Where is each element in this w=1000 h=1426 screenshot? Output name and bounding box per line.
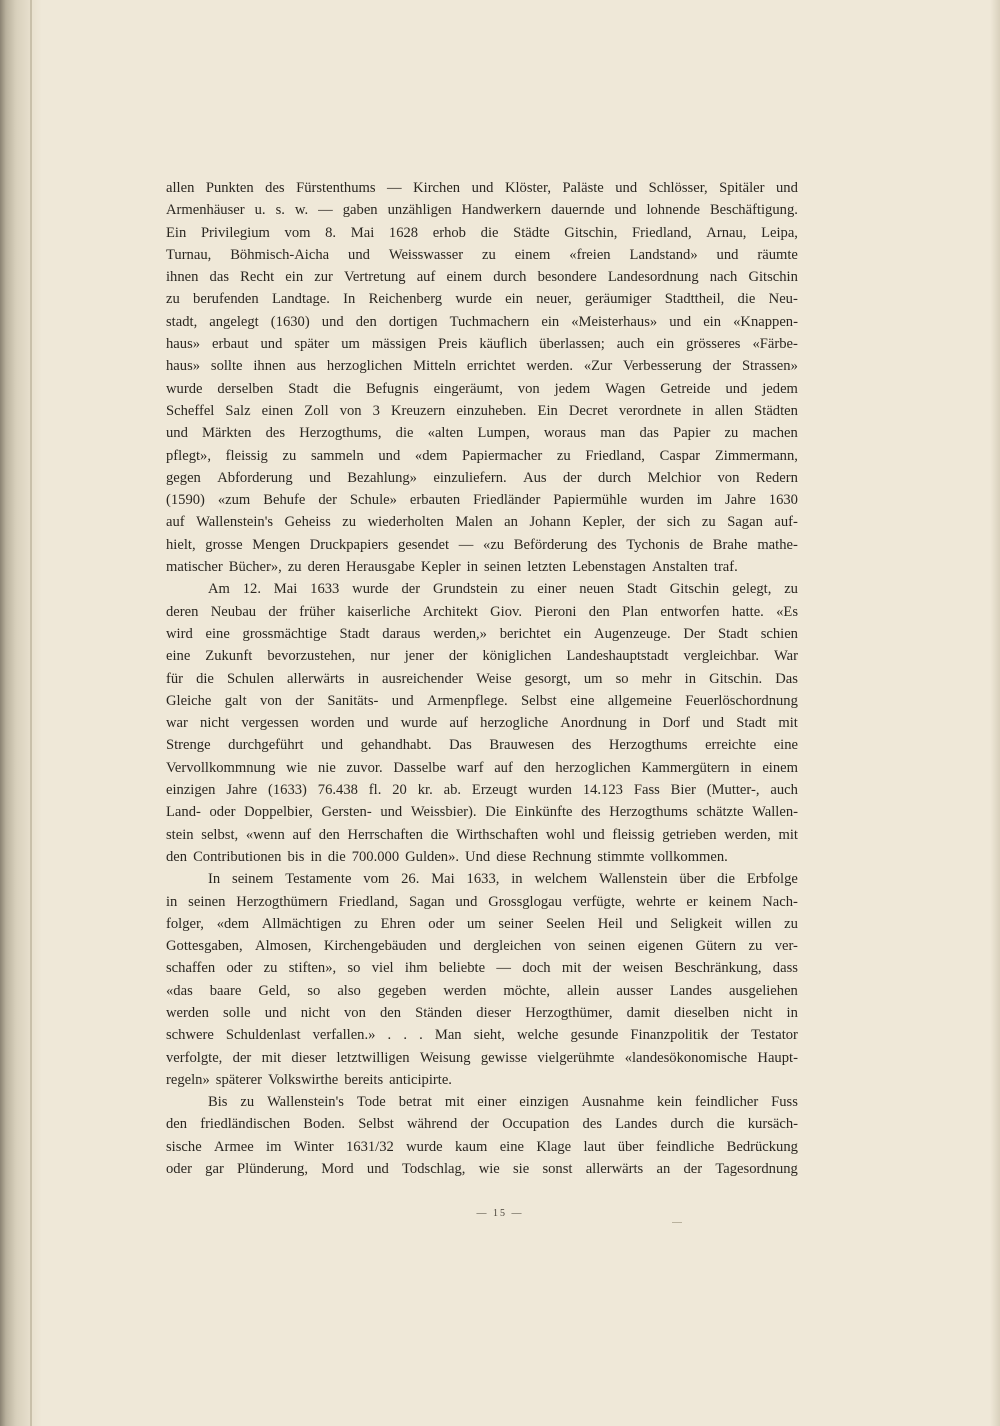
text-line: schaffen oder zu stiften», so viel ihm beliebte — doch mit der weisen Beschränkung, dass [166,960,798,977]
text-line: Gleiche galt von der Sanitäts- und Armenpflege. Selbst eine allgemeine Feuerlöschordnung [166,692,798,709]
text-line: Land- oder Doppelbier, Gersten- und Weissbier). Die Einkünfte des Herzogthums schätzte Wallen- [166,804,798,821]
text-line: stein selbst, «wenn auf den Herrschaften die Wirthschaften wohl und fleissig getrieben werden, mit [166,826,798,843]
text-line: eine Zukunft bevorzustehen, nur jener der königlichen Landeshauptstadt vergleichbar. War [166,648,798,665]
text-line: Bis zu Wallenstein's Tode betrat mit einer einzigen Ausnahme kein feindlicher Fuss [208,1094,798,1111]
text-line: Vervollkommnung wie nie zuvor. Dasselbe warf auf den herzoglichen Kammergütern in einem [166,759,798,776]
text-line: «das baare Geld, so also gegeben werden möchte, allein ausser Landes ausgeliehen [166,982,798,999]
text-line: Strenge durchgeführt und gehandhabt. Das Brauwesen des Herzogthums erreichte eine [166,737,798,754]
text-line: deren Neubau der früher kaiserliche Architekt Giov. Pieroni den Plan entworfen hatte. «Es [166,603,798,620]
text-line: haus» sollte ihnen aus herzoglichen Mitteln errichtet werden. «Zur Verbesserung der Strassen» [166,358,798,375]
text-line: in seinen Herzogthümern Friedland, Sagan und Grossglogau verfügte, wehrte er keinem Nach- [166,893,798,910]
text-line: haus» erbaut und später um mässigen Preis käuflich überlassen; auch ein grösseres «Färbe- [166,336,798,353]
text-line: war nicht vergessen worden und wurde auf herzogliche Anordnung in Dorf und Stadt mit [166,715,798,732]
text-line: schwere Schuldenlast verfallen.» . . . Man sieht, welche gesunde Finanzpolitik der Testator [166,1027,798,1044]
text-line: den Contributionen bis in die 700.000 Gulden». Und diese Rechnung stimmte vollkommen. [166,848,728,865]
text-line: matischer Bücher», zu deren Herausgabe Kepler in seinen letzten Lebenstagen Anstalten traf. [166,559,738,576]
text-line: In seinem Testamente vom 26. Mai 1633, in welchem Wallenstein über die Erbfolge [208,871,798,888]
text-line: den friedländischen Boden. Selbst während der Occupation des Landes durch die kursäch- [166,1116,798,1133]
text-line: zu berufenden Landtage. In Reichenberg wurde ein neuer, geräumiger Stadttheil, die Neu- [166,291,798,308]
body-text [166,177,798,1180]
text-line: Gottesgaben, Almosen, Kirchengebäuden und dergleichen von seinen eigenen Gütern zu ver- [166,938,798,955]
text-line: (1590) «zum Behufe der Schule» erbauten Friedländer Papiermühle wurden im Jahre 1630 [166,492,798,509]
text-line: Armenhäuser u. s. w. — gaben unzähligen Handwerkern dauernde und lohnende Beschäftigung. [166,202,798,219]
text-line: gegen Abforderung und Bezahlung» einzuliefern. Aus der durch Melchior von Redern [166,469,798,486]
text-line: für die Schulen allerwärts in ausreichender Weise gesorgt, um so mehr in Gitschin. Das [166,670,798,687]
text-line: und Märkten des Herzogthums, die «alten Lumpen, woraus man das Papier zu machen [166,425,798,442]
text-line: pflegt», fleissig zu sammeln und «dem Papiermacher zu Friedland, Caspar Zimmermann, [166,447,798,464]
text-line: stadt, angelegt (1630) und den dortigen Tuchmachern ein «Meisterhaus» und ein «Knappen- [166,313,798,330]
text-line: werden solle und nicht von den Ständen dieser Herzogthümer, damit dieselben nicht in [166,1004,798,1021]
text-line: wurde derselben Stadt die Befugnis eingeräumt, von jedem Wagen Getreide und jedem [166,380,798,397]
text-line: Am 12. Mai 1633 wurde der Grundstein zu einer neuen Stadt Gitschin gelegt, zu [208,581,798,598]
page-mark [672,1222,682,1223]
text-line: folger, «dem Allmächtigen zu Ehren oder um seiner Seelen Heil und Seligkeit willen zu [166,915,798,932]
text-line: hielt, grosse Mengen Druckpapiers gesendet — «zu Beförderung des Tychonis de Brahe mathe- [166,536,798,553]
text-line: allen Punkten des Fürstenthums — Kirchen und Klöster, Paläste und Schlösser, Spitäler und [166,180,798,196]
text-line: regeln» späterer Volkswirthe bereits anticipirte. [166,1071,452,1088]
text-line: Ein Privilegium vom 8. Mai 1628 erhob die Städte Gitschin, Friedland, Arnau, Leipa, [166,224,798,241]
text-line: sische Armee im Winter 1631/32 wurde kaum eine Klage laut über feindliche Bedrückung [166,1138,798,1155]
text-line: Scheffel Salz einen Zoll von 3 Kreuzern einzuheben. Ein Decret verordnete in allen Städten [166,402,798,419]
text-line: einzigen Jahre (1633) 76.438 fl. 20 kr. ab. Erzeugt wurden 14.123 Fass Bier (Mutter-, auch [166,782,798,799]
text-line: verfolgte, der mit dieser letztwilligen Weisung gewisse vielgerühmte «landesökonomische Haupt- [166,1049,798,1066]
page-number: — 15 — [476,1208,524,1219]
text-line: auf Wallenstein's Geheiss zu wiederholten Malen an Johann Kepler, der sich zu Sagan auf- [166,514,798,531]
text-line: ihnen das Recht ein zur Vertretung auf einem durch besondere Landesordnung nach Gitschin [166,269,798,286]
text-line: wird eine grossmächtige Stadt daraus werden,» berichtet ein Augenzeuge. Der Stadt schien [166,625,798,642]
text-line: oder gar Plünderung, Mord und Todschlag, wie sie sonst allerwärts an der Tagesordnung [166,1161,798,1178]
text-line: Turnau, Böhmisch-Aicha und Weisswasser zu einem «freien Landstand» und räumte [166,246,798,263]
